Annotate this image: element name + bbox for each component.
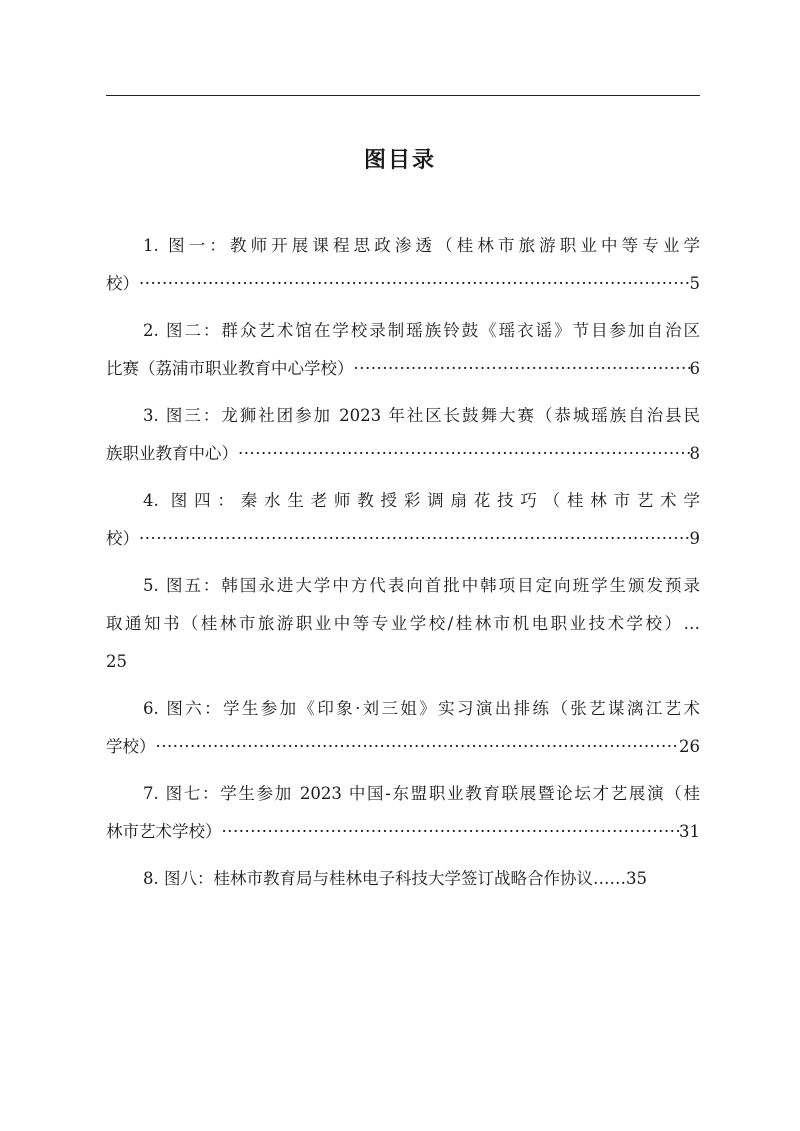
list-item — [106, 860, 700, 898]
list-item — [106, 312, 700, 388]
dot-leader: …… — [593, 869, 626, 888]
list-item — [106, 775, 700, 851]
entry-title-line: 2. 图二：群众艺术馆在学校录制瑶族铃鼓《瑶衣谣》节目参加自治区 — [143, 321, 700, 340]
entry-title-continuation: 校） — [106, 274, 139, 293]
entry-title-continuation: 学校） — [106, 737, 156, 756]
entry-title-continuation: 取通知书（桂林市旅游职业中等专业学校/桂林市机电职业技术学校）… — [106, 614, 700, 633]
list-item — [106, 397, 700, 473]
entry-title-line: 7. 图七：学生参加 2023 中国-东盟职业教育联展暨论坛才艺展演（桂 — [143, 784, 700, 803]
page-number: 26 — [679, 737, 700, 756]
entry-title-line: 3. 图三：龙狮社团参加 2023 年社区长鼓舞大赛（恭城瑶族自治县民 — [143, 406, 700, 425]
page-number: 8 — [689, 444, 700, 463]
dot-leader — [238, 435, 690, 473]
page-number: 25 — [106, 652, 127, 671]
entry-title-line: 6. 图六：学生参加《印象·刘三姐》实习演出排练（张艺谋漓江艺术 — [143, 699, 700, 718]
entry-title-line: 1. 图一：教师开展课程思政渗透（桂林市旅游职业中等专业学 — [143, 236, 700, 255]
entry-title-continuation: 校） — [106, 529, 139, 548]
entry-title-continuation: 族职业教育中心） — [106, 444, 238, 463]
list-item — [106, 482, 700, 558]
page-number: 9 — [689, 529, 700, 548]
page-number: 6 — [689, 359, 700, 378]
list-item — [106, 690, 700, 766]
dot-leader — [156, 728, 680, 766]
page-number: 5 — [689, 274, 700, 293]
dot-leader — [222, 813, 680, 851]
list-item — [106, 227, 700, 303]
list-item — [106, 567, 700, 681]
dot-leader — [354, 350, 690, 388]
dot-leader — [139, 520, 690, 558]
dot-leader — [139, 265, 690, 303]
page-number: 35 — [626, 869, 647, 888]
header-rule — [106, 95, 700, 96]
figure-list — [106, 227, 700, 907]
entry-title-line: 8. 图八：桂林市教育局与桂林电子科技大学签订战略合作协议 — [143, 869, 593, 888]
entry-title-continuation: 林市艺术学校） — [106, 822, 222, 841]
entry-title-line: 5. 图五：韩国永进大学中方代表向首批中韩项目定向班学生颁发预录 — [143, 576, 700, 595]
page-title: 图目录 — [363, 148, 436, 173]
entry-title-continuation: 比赛（荔浦市职业教育中心学校） — [106, 359, 354, 378]
entry-title-line: 4. 图四：秦水生老师教授彩调扇花技巧（桂林市艺术学 — [143, 491, 700, 510]
page-number: 31 — [679, 822, 700, 841]
